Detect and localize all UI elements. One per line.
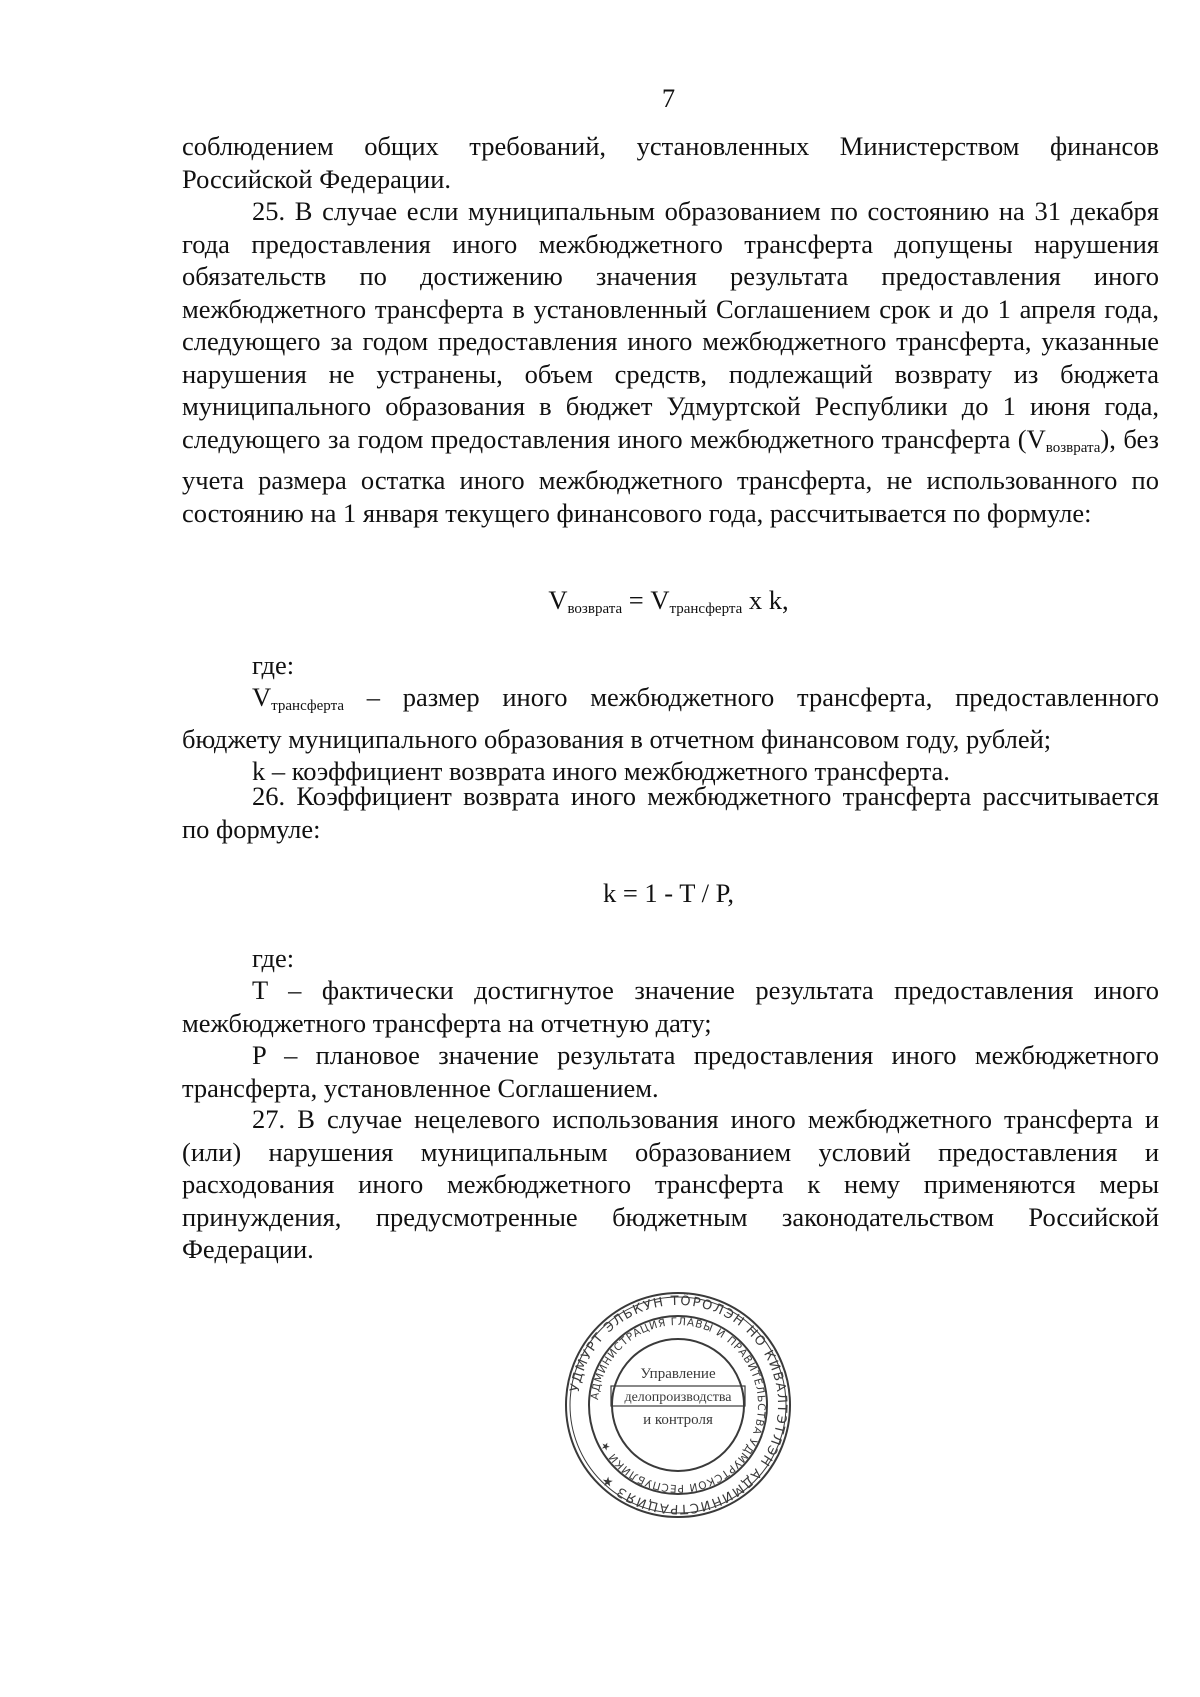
where-label-2: где: xyxy=(252,943,295,973)
where-2-block xyxy=(182,974,1159,1104)
formula-return xyxy=(0,584,1200,626)
paragraph-25-part2: ), без учета размера остатка иного межбюджетного трансферта, не использованного по состоянию на 1 января текущего финансового года, рассчитывается по формуле: xyxy=(182,423,1159,528)
intro-paragraph: соблюдением общих требований, установленных Министерством финансов Российской Федерации. xyxy=(182,131,1159,194)
seal-center-line-3: и контроля xyxy=(643,1412,713,1428)
seal-center-line-2: делопроизводства xyxy=(624,1390,732,1405)
formula-return-sub-right: трансферта xyxy=(669,601,743,617)
v-transfer-symbol: V xyxy=(252,682,272,712)
formula-return-sub-left: возврата xyxy=(567,601,623,617)
where-1-block xyxy=(182,681,1159,788)
formula-return-tail: x k, xyxy=(742,585,789,615)
formula-return-equals: = xyxy=(622,585,651,615)
paragraph-26: 26. Коэффициент возврата иного межбюджетного трансферта рассчитывается по формуле: xyxy=(182,781,1159,844)
paragraph-25-block xyxy=(182,195,1159,529)
paragraph-26-block xyxy=(182,780,1159,845)
v-return-symbol: V xyxy=(1026,423,1046,454)
formula-return-v-right: V xyxy=(650,585,670,615)
v-transfer-subscript: трансферта xyxy=(271,698,344,714)
formula-coefficient: k = 1 - T / P, xyxy=(602,878,735,908)
t-definition: T – фактически достигнутое значение результата предоставления иного межбюджетного трансферта на отчетную дату; xyxy=(182,975,1159,1038)
formula-return-v-left: V xyxy=(548,585,568,615)
seal-center-line-1: Управление xyxy=(640,1366,716,1382)
v-return-subscript: возврата xyxy=(1045,439,1101,456)
paragraph-25 xyxy=(182,195,1159,529)
intro-paragraph-block xyxy=(182,130,1159,195)
paragraph-27-block xyxy=(182,1103,1159,1266)
v-transfer-definition xyxy=(182,681,1159,755)
p-definition: P – плановое значение результата предоставления иного межбюджетного трансферта, установленное Соглашением. xyxy=(182,1040,1159,1103)
paragraph-25-part1: 25. В случае если муниципальным образованием по состоянию на 31 декабря года предоставления иного межбюджетного трансферта допущены нарушения обязательств по достижению значения результата предоставления иного межбюджетного трансферта в установленный Соглашением срок и до 1 апреля года, следующего за годом предоставления иного межбюджетного трансферта, указанные нарушения не устранены, объем средств, подлежащий возврату из бюджета муниципального образования в бюджет Удмуртской Республики до 1 июня года, следующего за годом предоставления иного межбюджетного трансферта ( xyxy=(182,196,1159,454)
seal-outer-text: УДМУРТ ЭЛЬКУН ТӦРОЛЭН НО КИВАЛТЭТЛЭН АДМИНИСТРАЦИЯЗ ★ xyxy=(567,1293,790,1517)
v-transfer-text: – размер иного межбюджетного трансферта, предоставленного бюджету муниципального образования в отчетном финансовом году, рублей; xyxy=(182,682,1159,754)
page-number: 7 xyxy=(661,83,676,113)
where-label-1: где: xyxy=(252,650,295,680)
k-definition: k – коэффициент возврата иного межбюджетного трансферта. xyxy=(252,756,950,786)
paragraph-27: 27. В случае нецелевого использования иного межбюджетного трансферта и (или) нарушения муниципальным образованием условий предоставления и расходования иного межбюджетного трансферта к нему применяются меры принуждения, предусмотренные бюджетным законодательством Российской Федерации. xyxy=(182,1104,1159,1264)
official-seal xyxy=(563,1290,793,1520)
seal-inner-text: АДМИНИСТРАЦИЯ ГЛАВЫ И ПРАВИТЕЛЬСТВА УДМУРТСКОЙ РЕСПУБЛИКИ ★ xyxy=(589,1315,768,1495)
